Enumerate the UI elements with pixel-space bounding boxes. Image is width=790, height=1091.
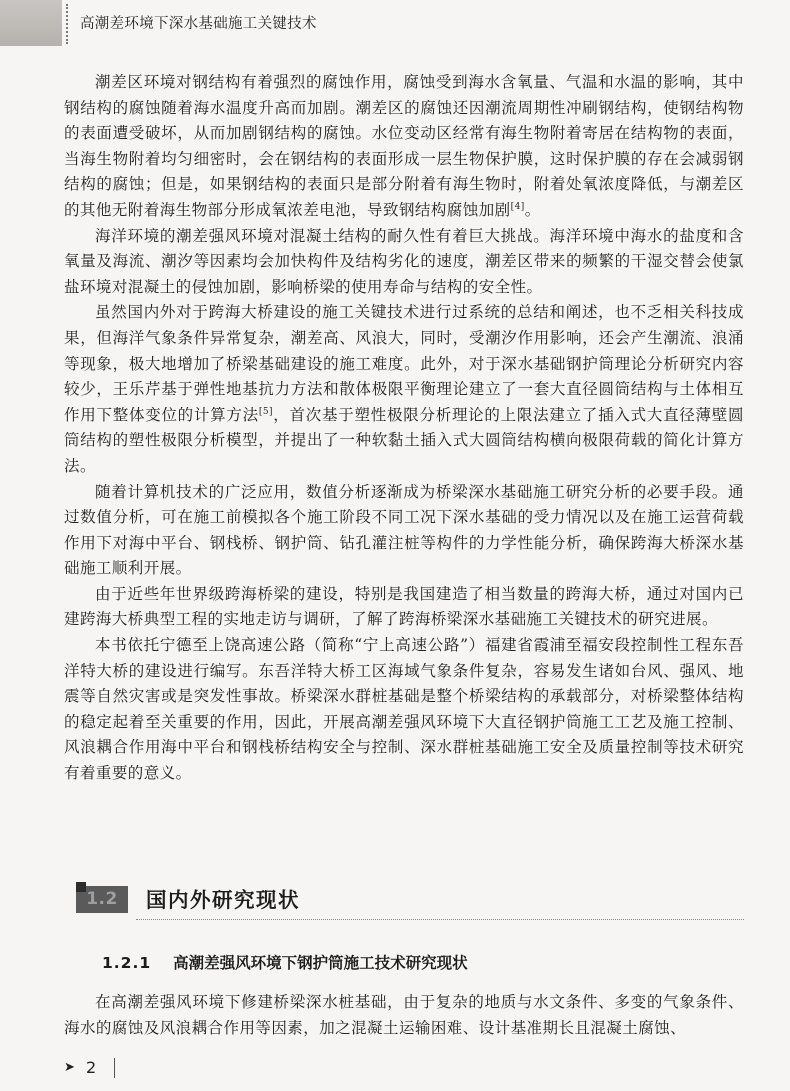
badge-corner-mark — [76, 882, 86, 892]
section-number-badge: 1.2 — [76, 886, 128, 913]
citation-5: [5] — [258, 406, 273, 417]
body-text-continued — [64, 990, 744, 1041]
arrow-icon: ➤ — [64, 1060, 75, 1075]
citation-4: [4] — [510, 201, 525, 212]
footer-divider — [114, 1058, 115, 1078]
paragraph-3: 虽然国内外对于跨海大桥建设的施工关键技术进行过系统的总结和阐述，也不乏相关科技成果，但海洋气象条件异常复杂，潮差高、风浪大，同时，受潮汐作用影响，还会产生潮流、浪涌等现象，极大地增加了桥梁基础建设的施工难度。此外，对于深水基础钢护筒理论分析研究内容较少，王乐芹基于弹性地基抗力方法和散体极限平衡理论建立了一套大直径圆筒结构与土体相互作用下整体变位的计算方法[5]，首次基于塑性极限分析理论的上限法建立了插入式大直径薄壁圆筒结构的塑性极限分析模型，并提出了一种软黏土插入式大圆筒结构横向极限荷载的简化计算方法。 — [64, 303, 744, 475]
page-header — [0, 0, 790, 50]
body-text — [64, 70, 744, 787]
subsection-heading-1-2-1 — [102, 951, 468, 973]
header-divider — [66, 4, 68, 44]
header-tab-block — [0, 0, 62, 46]
paragraph-4: 随着计算机技术的广泛应用，数值分析逐渐成为桥梁深水基础施工研究分析的必要手段。通过数值分析，可在施工前模拟各个施工阶段不同工况下深水基础的受力情况以及在施工运营荷载作用下对海中平台、钢栈桥、钢护筒、钻孔灌注桩等构件的力学性能分析，确保跨海大桥深水基础施工顺利开展。 — [64, 482, 744, 578]
section-dotted-rule — [136, 919, 744, 920]
page-number: 2 — [86, 1058, 97, 1077]
paragraph-5: 由于近些年世界级跨海桥梁的建设，特别是我国建造了相当数量的跨海大桥，通过对国内已建跨海大桥典型工程的实地走访与调研，了解了跨海桥梁深水基础施工关键技术的研究进展。 — [64, 584, 744, 629]
paragraph-6: 本书依托宁德至上饶高速公路（简称“宁上高速公路”）福建省霞浦至福安段控制性工程东吾洋特大桥的建设进行编写。东吾洋特大桥工区海域气象条件复杂，容易发生诸如台风、强风、地震等自然灾害或是突发性事故。桥梁深水群桩基础是整个桥梁结构的承载部分，对桥梁整体结构的稳定起着至关重要的作用，因此，开展高潮差强风环境下大直径钢护筒施工工艺及施工控制、风浪耦合作用海中平台和钢栈桥结构安全与控制、深水群桩基础施工安全及质量控制等技术研究有着重要的意义。 — [64, 636, 744, 783]
paragraph-1: 潮差区环境对钢结构有着强烈的腐蚀作用，腐蚀受到海水含氧量、气温和水温的影响，其中钢结构的腐蚀随着海水温度升高而加剧。潮差区的腐蚀还因潮流周期性冲刷钢结构，使钢结构物的表面遭受破坏，从而加剧钢结构的腐蚀。水位变动区经常有海生物附着寄居在结构物的表面，当海生物附着均匀细密时，会在钢结构的表面形成一层生物保护膜，这时保护膜的存在会减弱钢结构的腐蚀；但是，如果钢结构的表面只是部分附着有海生物时，附着处氧浓度降低，与潮差区的其他无附着海生物部分形成氧浓差电池，导致钢结构腐蚀加剧[4]。 — [64, 73, 744, 219]
subsection-number: 1.2.1 — [102, 954, 152, 972]
section-heading-1-2 — [76, 881, 744, 921]
paragraph-2: 海洋环境的潮差强风环境对混凝土结构的耐久性有着巨大挑战。海洋环境中海水的盐度和含氧量及海流、潮汐等因素均会加快构件及结构劣化的速度，潮差区带来的频繁的干湿交替会使氯盐环境对混凝土的侵蚀加剧，影响桥梁的使用寿命与结构的安全性。 — [64, 226, 744, 296]
section-title: 国内外研究现状 — [146, 888, 300, 912]
subsection-title: 高潮差强风环境下钢护筒施工技术研究现状 — [173, 954, 468, 972]
paragraph-7: 在高潮差强风环境下修建桥梁深水桩基础，由于复杂的地质与水文条件、多变的气象条件、海水的腐蚀及风浪耦合作用等因素，加之混凝土运输困难、设计基准期长且混凝土腐蚀、 — [64, 993, 744, 1037]
running-header-title: 高潮差环境下深水基础施工关键技术 — [80, 16, 317, 32]
